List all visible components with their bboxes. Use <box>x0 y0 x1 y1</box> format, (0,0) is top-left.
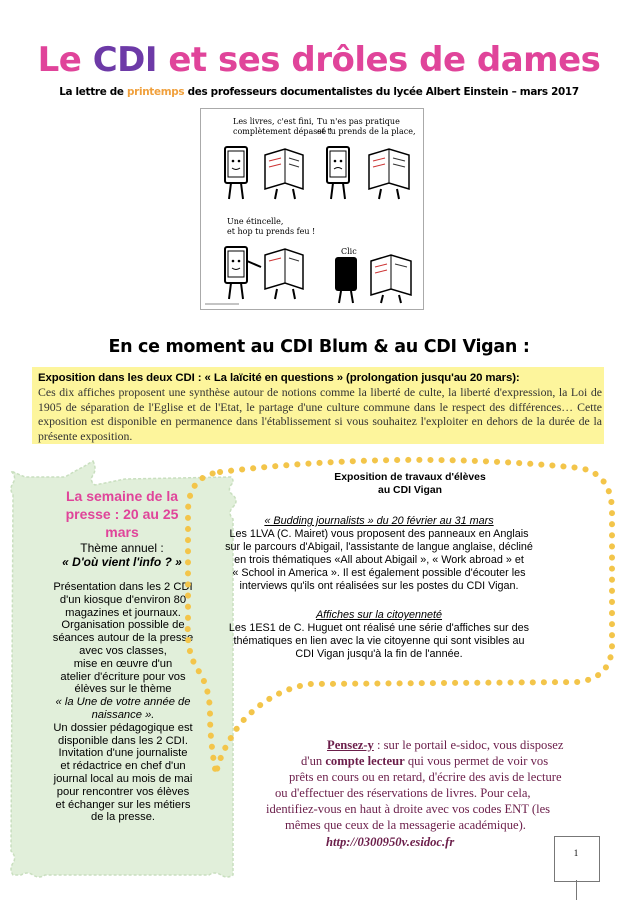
sidebar-line: séances autour de la presse <box>52 632 194 645</box>
title-cdi: CDI <box>92 40 158 80</box>
sidebar-line: atelier d'écriture pour vos <box>60 670 186 683</box>
sidebar-line: et échanger sur les métiers <box>55 798 191 811</box>
note-line-3: prêts en cours ou en retard, d'écrire des avis de lecture <box>289 770 562 784</box>
bubble-line: Les 1LVA (C. Mairet) vous proposent des panneaux en Anglais <box>229 528 529 540</box>
comic-text: Les livres, c'est fini, <box>233 117 314 126</box>
exposition-title: Exposition dans les deux CDI : « La laïcité en questions » (prolongation jusqu'au 20 mars): <box>38 372 520 384</box>
note-line-6: mêmes que ceux de la messagerie académique). <box>285 818 526 832</box>
comic-bubble-3 <box>227 217 315 237</box>
sidebar-line: d'un kiosque d'environ 80 <box>59 593 187 606</box>
title-part1: Le <box>37 40 93 80</box>
sidebar-line: « la Une de votre année de <box>55 696 191 709</box>
sidebar-line: disponible dans les 2 CDI. <box>58 734 188 747</box>
comic-text: Une étincelle, <box>227 217 284 226</box>
sidebar-line: pour rencontrer vos élèves <box>56 785 190 798</box>
title-part2: et ses drôles de dames <box>157 40 601 80</box>
bubble-section2 <box>198 609 560 661</box>
bubble-line: « School in America ». Il est également possible d'écouter les <box>232 567 526 579</box>
comic-panel-2 <box>313 111 421 207</box>
subtitle-post: des professeurs documentalistes du lycée Albert Einstein – mars 2017 <box>184 86 579 98</box>
sidebar-line: magazines et journaux. <box>65 606 181 619</box>
page-number: 1 <box>573 848 579 858</box>
sidebar-line: Présentation dans les 2 CDI <box>53 581 193 593</box>
comic-panel-4 <box>313 209 421 305</box>
sidebar-line: Invitation d'une journaliste <box>58 747 188 760</box>
esidoc-link[interactable]: http://0300950v.esidoc.fr <box>326 835 455 849</box>
comic-signature <box>205 301 245 307</box>
section-heading: En ce moment au CDI Blum & au CDI Vigan : <box>108 337 530 357</box>
bubble-section2-title: Affiches sur la citoyenneté <box>315 609 443 621</box>
sidebar-theme-question: « D'où vient l'info ? » <box>62 555 182 569</box>
sidebar-heading-line: mars <box>105 524 139 540</box>
bubble-title-line: au CDI Vigan <box>378 484 442 496</box>
comic-text: et tu prends de la place, <box>317 127 416 136</box>
comic-panel-3 <box>203 209 316 305</box>
tablet-book-illustration <box>213 141 308 203</box>
comic-bubble-2 <box>317 117 415 137</box>
sidebar-line: et rédactrice en chef d'un <box>60 760 186 773</box>
tablet-book-illustration <box>213 241 308 303</box>
bubble-line: en trois thématiques «All about Abigail », « Work abroad » et <box>234 554 524 566</box>
sidebar-heading-line: La semaine de la <box>65 488 179 504</box>
bubble-line: thématiques en lien avec la vie citoyenne qui sont visibles au <box>233 635 525 647</box>
tablet-book-illustration <box>317 141 417 203</box>
sidebar-line: avec vos classes, <box>79 644 167 657</box>
note-line-5: identifiez-vous en haut à droite avec vos codes ENT (les <box>266 802 551 816</box>
comic-text: et hop tu prends feu ! <box>227 227 316 236</box>
exposition-text: Ces dix affiches proposent une synthèse autour de notions comme la liberté de culte, la liberté d'expression, la Loi de 1905 de séparation de l'Eglise et de l'Etat, le partage d'une culture commune dans le respect des différences… Cette exposition est disponible en permanence dans l'établissement si vous souhaitez l'exploiter en dehors de la durée de la présente exposition. <box>38 385 602 443</box>
sidebar-line: mise en œuvre d'un <box>73 657 173 670</box>
bubble-line: sur le parcours d'Abigail, l'assistante de langue anglaise, décliné <box>225 541 533 553</box>
sidebar-line: journal local au mois de mai <box>53 772 193 785</box>
sidebar-line: Un dossier pédagogique est <box>53 721 193 734</box>
tablet-book-illustration <box>317 249 417 305</box>
note-text: : sur le portail e-sidoc, vous disposez <box>373 738 564 752</box>
note-line-4: ou d'effectuer des réservations de livres. Pour cela, <box>275 786 531 800</box>
page-number-box <box>554 836 600 882</box>
sidebar-line: élèves sur le thème <box>74 683 172 696</box>
bubble-title <box>300 472 520 497</box>
sidebar-line: Organisation possible de <box>61 619 185 632</box>
sidebar-heading-line: presse : 20 au 25 <box>65 506 179 522</box>
page-title <box>0 40 638 80</box>
page-number-line <box>576 880 577 900</box>
note-account: compte lecteur <box>325 754 405 768</box>
note-line-1 <box>327 737 563 753</box>
sidebar-line: naissance ». <box>91 708 155 721</box>
page-subtitle <box>0 86 638 98</box>
bubble-section1 <box>198 515 560 593</box>
bubble-line: interviews qu'ils ont réalisées sur les postes du CDI Vigan. <box>239 580 519 592</box>
comic-strip <box>200 108 424 310</box>
subtitle-season: printemps <box>126 86 185 98</box>
comic-text: complètement dépassé ! <box>233 127 332 136</box>
bubble-line: Les 1ES1 de C. Huguet ont réalisé une série d'affiches sur des <box>228 622 530 634</box>
note-text: d'un <box>301 754 326 768</box>
comic-bubble-4: Clic <box>341 247 357 256</box>
note-text: qui vous permet de voir vos <box>404 754 549 768</box>
bubble-line: CDI Vigan jusqu'à la fin de l'année. <box>295 648 463 660</box>
note-penser: Pensez-y <box>327 738 374 752</box>
sidebar-line: de la presse. <box>90 811 156 824</box>
comic-panel-1 <box>203 111 332 207</box>
note-line-2 <box>301 753 548 769</box>
bubble-section1-title: « Budding journalists » du 20 février au 31 mars <box>264 515 494 527</box>
bubble-title-line: Exposition de travaux d'élèves <box>334 472 486 483</box>
sidebar-theme-label: Thème annuel : <box>80 541 164 555</box>
comic-text: Tu n'es pas pratique <box>317 117 400 126</box>
subtitle-pre: La lettre de <box>59 86 127 98</box>
